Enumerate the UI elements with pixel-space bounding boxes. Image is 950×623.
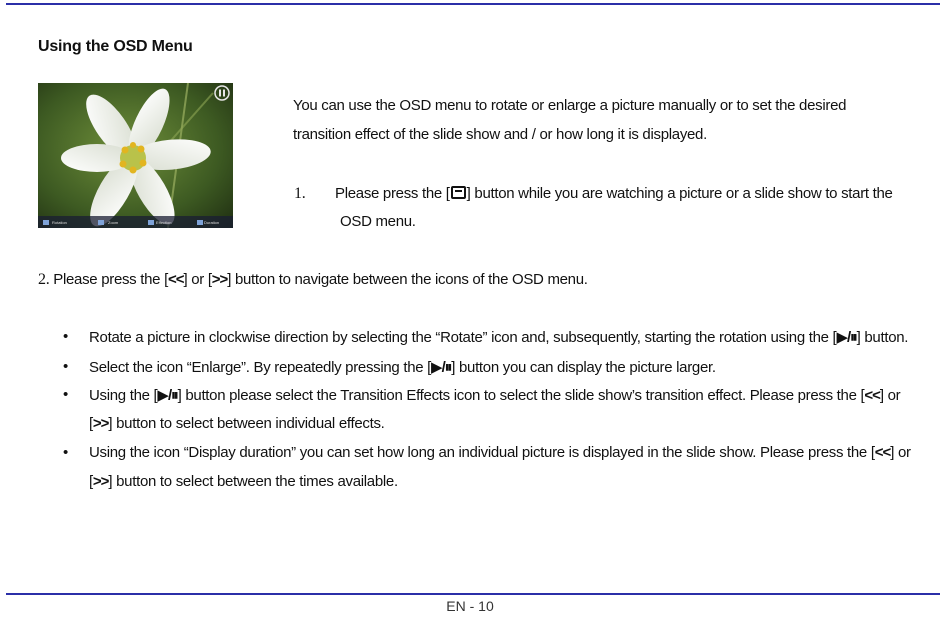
bullet-marker: •	[63, 358, 69, 375]
next-button-icon: >>	[92, 415, 109, 432]
svg-text:Zoom: Zoom	[108, 220, 119, 225]
flower-photo-osd-screenshot	[38, 83, 233, 228]
play-pause-button-icon: ▶/⏸	[431, 359, 452, 376]
menu-button-icon	[451, 186, 466, 199]
previous-button-icon: <<	[167, 271, 184, 288]
top-rule	[6, 3, 940, 5]
step-1-number: 1.	[294, 185, 306, 202]
next-button-icon: >>	[92, 473, 109, 490]
previous-button-icon: <<	[874, 444, 891, 461]
bullet-transition: Using the [▶/⏸] button please select the Transition Effects icon to select the slide show’s transition effect. Please press the [<<] or	[89, 387, 901, 404]
play-pause-button-icon: ▶/⏸	[157, 387, 178, 404]
previous-button-icon: <<	[864, 387, 880, 404]
step-2-text: 2. Please press the [<<] or [>>] button to navigate between the icons of the OSD menu.	[38, 271, 588, 288]
bullet-marker: •	[63, 386, 69, 403]
bullet-enlarge: Select the icon “Enlarge”. By repeatedly pressing the [▶/⏸] button you can display the picture larger.	[89, 359, 716, 376]
page-number: EN - 10	[446, 598, 494, 614]
section-heading: Using the OSD Menu	[38, 38, 193, 55]
step-1-text: Please press the [ ] button while you are watching a picture or a slide show to start the	[335, 185, 893, 202]
svg-text:Effection: Effection	[156, 220, 172, 225]
bottom-rule	[6, 593, 940, 595]
svg-text:Rotation: Rotation	[52, 220, 67, 225]
step-1-text-line-2: OSD menu.	[340, 213, 416, 230]
bullet-duration-line-2: [>>] button to select between the times available.	[89, 473, 398, 490]
step-2-number: 2.	[38, 271, 50, 288]
intro-line-1: You can use the OSD menu to rotate or enlarge a picture manually or to set the desired	[293, 97, 847, 114]
bullet-duration: Using the icon “Display duration” you can set how long an individual picture is displayed in the slide show. Please press the [<<] or	[89, 444, 911, 461]
next-button-icon: >>	[211, 271, 228, 288]
bullet-rotate: Rotate a picture in clockwise direction by selecting the “Rotate” icon and, subsequently, starting the rotation using the [▶/⏸] button.	[89, 329, 909, 346]
bullet-transition-line-2: [>>] button to select between individual effects.	[89, 415, 385, 432]
bullet-marker: •	[63, 444, 69, 461]
intro-line-2: transition effect of the slide show and / or how long it is displayed.	[293, 126, 707, 143]
play-pause-button-icon: ▶/⏸	[836, 329, 857, 346]
bullet-marker: •	[63, 328, 69, 345]
svg-text:Duration: Duration	[204, 220, 220, 225]
